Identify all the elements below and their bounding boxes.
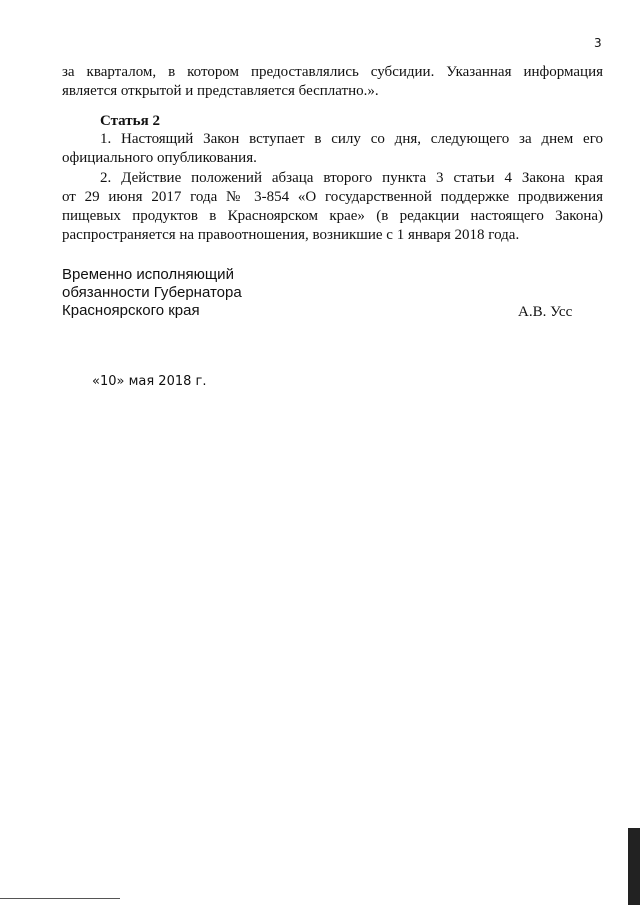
scan-edge-shadow: [628, 828, 640, 905]
point-2-line-1: 2. Действие положений абзаца второго пункта 3 статьи 4 Закона края: [100, 170, 603, 186]
intro-line-1: за кварталом, в котором предоставлялись субсидии. Указанная информация: [62, 64, 603, 80]
point-2-line-4: распространяется на правоотношения, возникшие с 1 января 2018 года.: [62, 227, 520, 243]
signing-date: «10» мая 2018 г.: [92, 374, 207, 389]
article-point-1: [62, 130, 603, 168]
signatory-position-line-3: Красноярского края: [62, 302, 200, 319]
intro-line-2: является открытой и представляется бесплатно.».: [62, 83, 379, 99]
point-2-line-2: от 29 июня 2017 года № 3-854 «О государственной поддержке продвижения: [62, 189, 603, 205]
point-1-line-2: официального опубликования.: [62, 150, 257, 166]
signatory-position-line-2: обязанности Губернатора: [62, 284, 242, 301]
article-heading: Статья 2: [100, 113, 160, 129]
intro-paragraph: [62, 63, 603, 101]
signatory-position-line-1: Временно исполняющий: [62, 266, 234, 283]
signatory-name: А.В. Усс: [518, 304, 573, 320]
footer-rule: [0, 898, 120, 899]
point-2-line-3: пищевых продуктов в Красноярском крае» (в редакции настоящего Закона): [62, 208, 603, 224]
page-number: 3: [594, 36, 602, 50]
signatory-position: [62, 266, 242, 320]
point-1-line-1: 1. Настоящий Закон вступает в силу со дня, следующего за днем его: [100, 131, 603, 147]
article-point-2: [62, 169, 603, 245]
